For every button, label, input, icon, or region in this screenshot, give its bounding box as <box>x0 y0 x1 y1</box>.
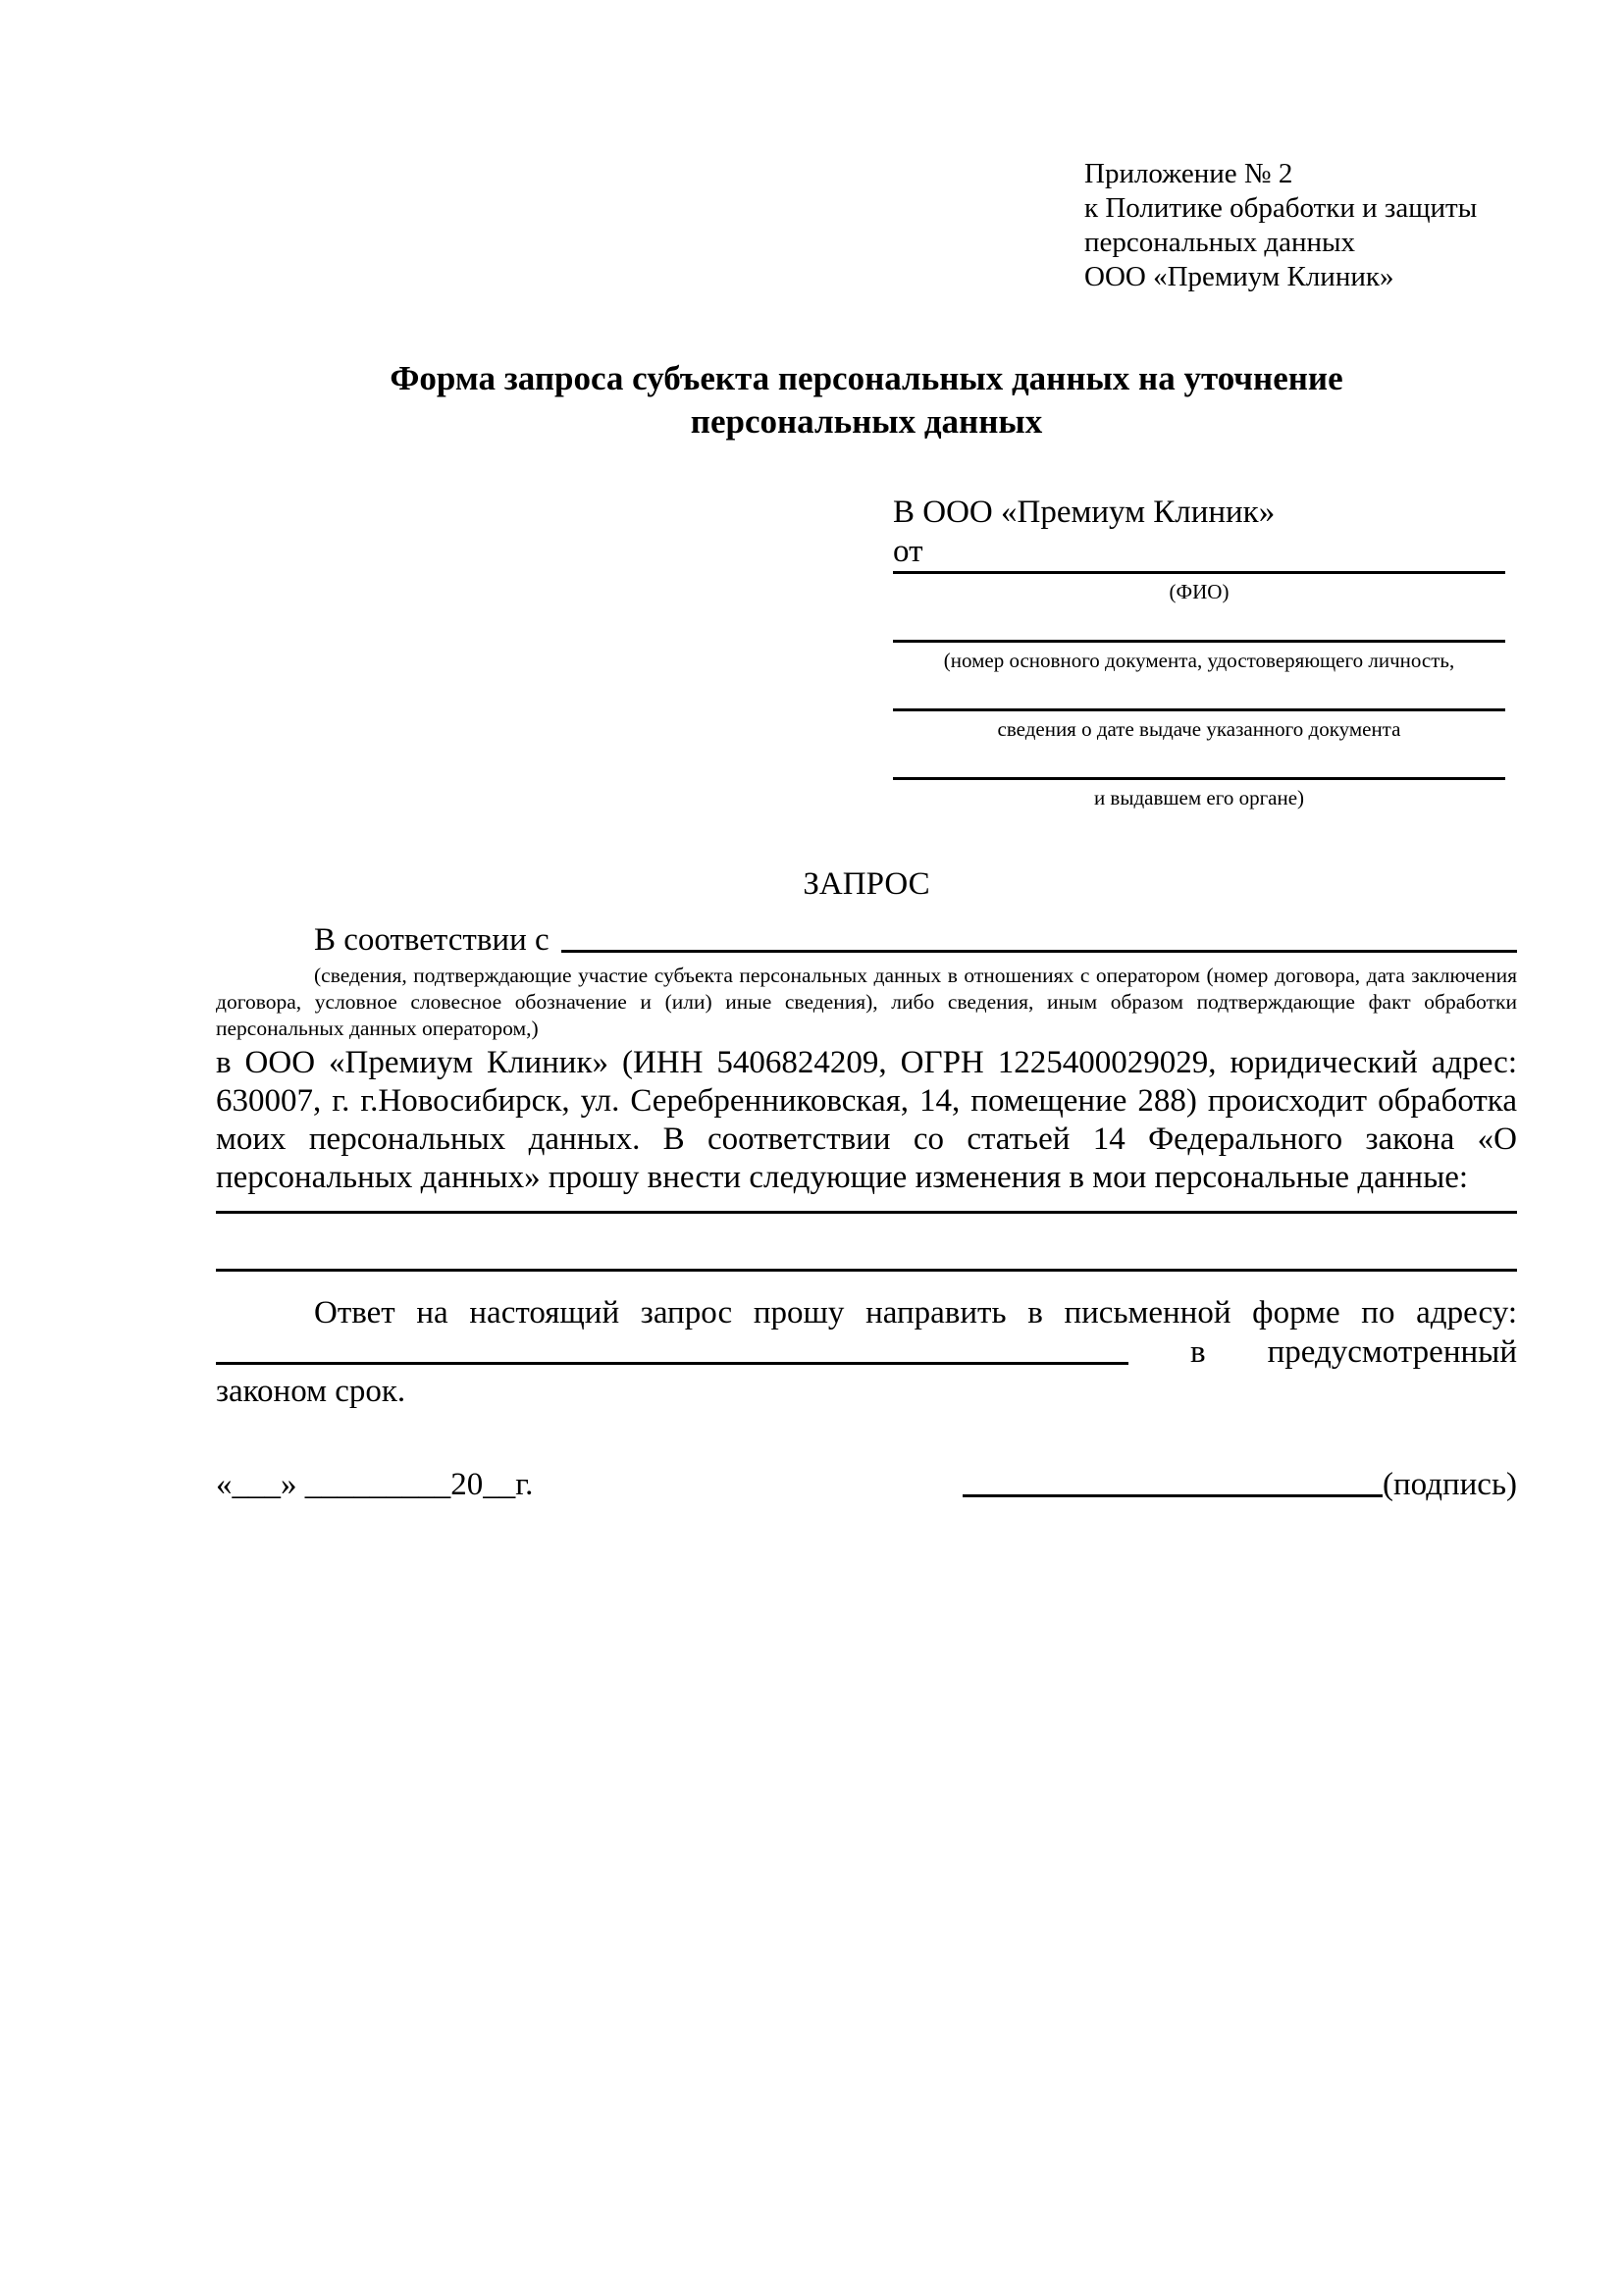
request-heading: ЗАПРОС <box>803 866 930 902</box>
request-basis-note: (сведения, подтверждающие участие субъекта персональных данных в отношениях с оператором (номер договора, дата заключения договора, условное словесное обозначение и (или) иные сведения), либо сведения, иным образом подтверждающие факт обработки персональных данных оператором,) <box>216 964 1517 1040</box>
document-title-line: персональных данных <box>690 402 1043 441</box>
page-content <box>216 0 1517 1504</box>
document-title <box>216 357 1517 444</box>
signature-caption: (подпись) <box>1383 1467 1517 1502</box>
document-title-line: Форма запроса субъекта персональных данных на уточнение <box>390 359 1343 397</box>
fill-in-line-document-number <box>893 640 1505 643</box>
date-fill-in: «___» _________20__г. <box>216 1467 534 1502</box>
addressee-to: В ООО «Премиум Клиник» <box>893 495 1276 530</box>
fill-in-line-issue-date <box>893 708 1505 711</box>
addressee-from-label: от <box>893 534 923 569</box>
appendix-note <box>1084 157 1517 294</box>
reply-paragraph-line-2 <box>216 1332 1517 1372</box>
fill-in-line-basis <box>561 920 1517 953</box>
field-caption-document-number: (номер основного документа, удостоверяющего личность, <box>943 649 1455 672</box>
request-body-paragraph: в ООО «Премиум Клиник» (ИНН 5406824209, ОГРН 1225400029029, юридический адрес: 630007, г. г.Новосибирск, ул. Серебренниковская, 14, помещение 288) происходит обработка моих персональных данных. В соответствии со статьей 14 Федерального закона «О персональных данных» прошу внести следующие изменения в мои персональные данные: <box>216 1045 1517 1195</box>
reply-word-b: предусмотренный <box>1267 1334 1517 1370</box>
reply-word-a: в <box>1190 1334 1206 1370</box>
request-opening-row <box>216 920 1517 960</box>
signature-area <box>963 1465 1517 1504</box>
fill-in-line-changes-1 <box>216 1211 1517 1214</box>
fill-in-line-changes-2 <box>216 1269 1517 1272</box>
addressee-block <box>893 493 1505 810</box>
reply-paragraph-line-3: законом срок. <box>216 1374 406 1409</box>
appendix-note-line: ООО «Премиум Клиник» <box>1084 261 1394 292</box>
request-opening-text: В соответствии с <box>314 922 550 958</box>
fill-in-line-signature <box>963 1465 1383 1497</box>
appendix-note-line: персональных данных <box>1084 227 1356 258</box>
field-caption-issue-date: сведения о дате выдаче указанного документа <box>997 717 1401 741</box>
appendix-note-line: Приложение № 2 <box>1084 158 1293 189</box>
date-signature-row <box>216 1465 1517 1504</box>
reply-paragraph-line-1: Ответ на настоящий запрос прошу направить в письменной форме по адресу: <box>314 1295 1517 1331</box>
field-caption-fio: (ФИО) <box>1169 580 1230 603</box>
fill-in-line-address <box>216 1332 1128 1365</box>
fill-in-line-fio <box>893 571 1505 574</box>
appendix-note-line: к Политике обработки и защиты <box>1084 192 1478 224</box>
field-caption-issuing-authority: и выдавшем его органе) <box>1093 786 1305 809</box>
fill-in-line-issuing-authority <box>893 777 1505 780</box>
